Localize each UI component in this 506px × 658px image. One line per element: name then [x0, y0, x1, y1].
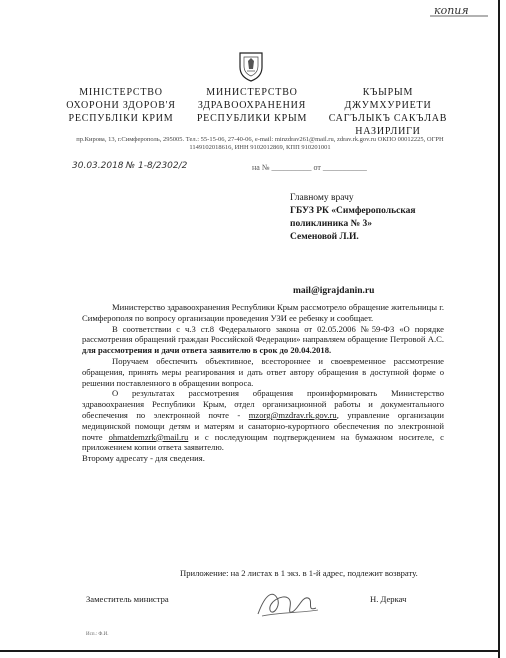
page-border-right [498, 0, 500, 658]
incoming-reference: на № __________ от ___________ [252, 163, 367, 172]
p2-text: В соответствии с ч.3 ст.8 Федерального закона от 02.05.2006 №59-ФЗ «О порядке рассмотрения обращений граждан Российской Федерации» направляем обращение Петровой А.С. [82, 323, 444, 345]
signer-position: Заместитель министра [86, 594, 169, 604]
letter-body [82, 302, 444, 464]
recipient-line: Главному врачу [290, 193, 354, 203]
header-ua-line: РЕСПУБЛІКИ КРИМ [68, 113, 174, 124]
mch-dept-email-link[interactable]: ohmatdemzrk@mail.ru [108, 431, 189, 442]
header-ru-line: МИНИСТЕРСТВО [206, 87, 298, 98]
p4-text: О результатах рассмотрения обращения проинформировать Министерство здравоохранения Республики Крым, отдел организационной работы и документального обеспечения по электронной почте - [82, 388, 444, 420]
attachment-note: Приложение: на 2 листах в 1 экз. в 1-й адрес, подлежит возврату. [180, 568, 418, 578]
page-border-bottom [0, 650, 500, 652]
ministry-address: пр.Кирова, 13, г.Симферополь, 295005. Тел.: 55-15-06, 27-40-06, e-mail: minzdrav261@mail.ru, zdrav.rk.gov.ru ОКПО 00012225, ОГРН 1149102018616, ИНН 9102012869, КПП 910201001 [76, 136, 444, 151]
handwritten-signature [252, 586, 322, 622]
recipient-email: mail@igrajdanin.ru [293, 286, 375, 296]
crimea-coat-of-arms-icon [238, 50, 264, 82]
recipient-line: ГБУЗ РК «Симферопольская [290, 206, 416, 216]
header-crimean-tatar [318, 86, 458, 138]
paragraph-1: Министерство здравоохранения Республики Крым рассмотрело обращение жительницы г. Симферополя по вопросу организации проведения УЗИ ее ребенку и сообщает. [82, 302, 444, 323]
ref-number: № 1-8/2302/2 [125, 161, 188, 171]
p4-text: и с последующим подтверждением на бумажном носителе, с приложением копии ответа заявителю. [82, 431, 444, 453]
recipient-line: поликлиника № 3» [290, 219, 373, 229]
p4-text: , управление организации медицинской помощи детям и матерям и санаторно-курортного обеспечения по электронной почте [82, 409, 444, 442]
header-crh-line: НАЗИРЛИГИ [355, 126, 421, 137]
ref-from-label: от [313, 163, 321, 172]
svg-text:копия: копия [434, 4, 469, 17]
executor-note: Исп.: Ф.И. [86, 632, 109, 637]
p2-deadline: для рассмотрения и дачи ответа заявителю в срок до 20.04.2018. [82, 345, 332, 356]
recipient-block [290, 192, 500, 244]
signer-name: Н. Деркач [370, 594, 407, 604]
header-crh-line: САГЪЛЫКЪ САКЪЛАВ [328, 113, 448, 124]
recipient-line: Семеновой Л.И. [290, 232, 359, 242]
outgoing-reference [72, 160, 187, 171]
org-dept-email-link[interactable]: mzorg@mzdrav.rk.gov.ru [248, 409, 337, 420]
paragraph-5: Второму адресату - для сведения. [82, 453, 205, 464]
header-ukrainian [56, 86, 186, 125]
header-russian [182, 86, 322, 125]
header-ua-line: ОХОРОНИ ЗДОРОВ'Я [66, 100, 176, 111]
header-crh-line: КЪЫРЫМ [362, 87, 414, 98]
ref-na-label: на № [252, 163, 270, 172]
copy-stamp [430, 2, 490, 18]
header-crh-line: ДЖУМХУРИЕТИ [344, 100, 432, 111]
header-ru-line: ЗДРАВООХРАНЕНИЯ [197, 100, 307, 111]
ref-date: 30.03.2018 [72, 161, 124, 171]
paragraph-4 [82, 388, 444, 453]
header-ru-line: РЕСПУБЛИКИ КРЫМ [196, 113, 308, 124]
paragraph-3: Поручаем обеспечить объективное, всестороннее и своевременное рассмотрение обращения, принять меры реагирования и дать ответ автору обращения в доступной форме о решении поставленного в обращении вопроса. [82, 355, 444, 388]
paragraph-2 [82, 324, 444, 356]
header-ua-line: МІНІСТЕРСТВО [79, 87, 163, 98]
